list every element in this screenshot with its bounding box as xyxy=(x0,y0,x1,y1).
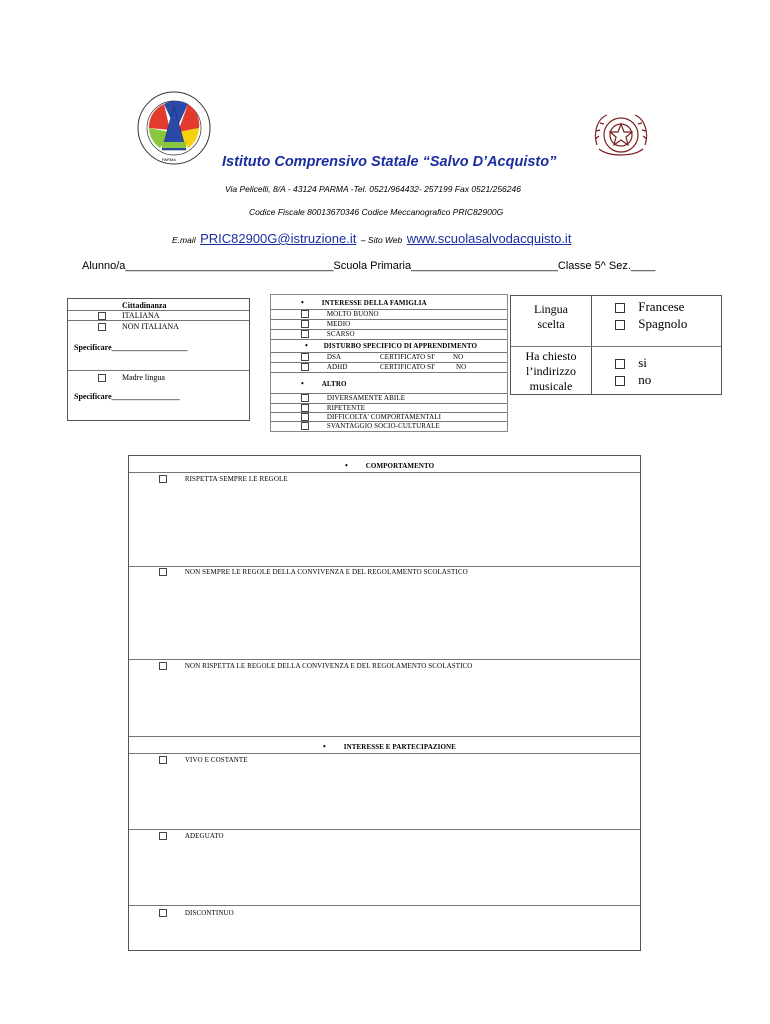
language-label: Lingua scelta xyxy=(534,302,568,331)
citizenship-option-non-italiana[interactable]: NON ITALIANA xyxy=(98,322,179,331)
bullet-icon: • xyxy=(301,379,304,388)
other-option[interactable]: DIFFICOLTA' COMPORTAMENTALI xyxy=(301,413,441,421)
checkbox-icon[interactable] xyxy=(301,363,309,371)
bullet-icon: • xyxy=(345,461,348,470)
citizenship-option-italiana[interactable]: ITALIANA xyxy=(98,311,160,320)
family-interest-option[interactable]: MOLTO BUONO xyxy=(301,310,379,318)
school-codes: Codice Fiscale 80013670346 Codice Meccanografico PRIC82900G xyxy=(249,207,504,217)
family-interest-option[interactable]: SCARSO xyxy=(301,330,355,338)
republic-emblem xyxy=(587,105,655,167)
behaviour-option[interactable]: NON SEMPRE LE REGOLE DELLA CONVIVENZA E DEL REGOLAMENTO SCOLASTICO xyxy=(159,568,468,576)
email-label: E.mail xyxy=(172,235,196,245)
checkbox-icon[interactable] xyxy=(615,320,625,330)
checkbox-icon[interactable] xyxy=(301,310,309,318)
language-option-francese[interactable]: Francese xyxy=(615,299,684,315)
checkbox-icon[interactable] xyxy=(301,353,309,361)
participation-option[interactable]: ADEGUATO xyxy=(159,832,224,840)
citizenship-title: Cittadinanza xyxy=(122,301,167,310)
participation-header: • INTERESSE E PARTECIPAZIONE xyxy=(323,742,456,751)
checkbox-icon[interactable] xyxy=(159,909,167,917)
language-box xyxy=(510,295,722,395)
other-header: • ALTRO xyxy=(301,379,347,388)
music-option-si[interactable]: si xyxy=(615,355,647,371)
adhd-row[interactable]: ADHD CERTIFICATO SI' NO xyxy=(301,363,501,371)
other-option[interactable]: SVANTAGGIO SOCIO-CULTURALE xyxy=(301,422,440,430)
web-link[interactable]: www.scuolasalvodacquisto.it xyxy=(406,231,572,246)
behaviour-option[interactable]: RISPETTA SEMPRE LE REGOLE xyxy=(159,475,288,483)
other-option[interactable]: DIVERSAMENTE ABILE xyxy=(301,394,405,402)
checkbox-icon[interactable] xyxy=(615,359,625,369)
web-label: – Sito Web xyxy=(360,235,403,245)
checkbox-icon[interactable] xyxy=(301,330,309,338)
citizenship-box xyxy=(67,298,250,421)
checkbox-icon[interactable] xyxy=(159,475,167,483)
checkbox-icon[interactable] xyxy=(615,376,625,386)
other-option[interactable]: RIPETENTE xyxy=(301,404,365,412)
checkbox-icon[interactable] xyxy=(98,312,106,320)
behaviour-header: • COMPORTAMENTO xyxy=(345,461,435,470)
checkbox-icon[interactable] xyxy=(159,756,167,764)
student-info-line[interactable]: Alunno/a__________________________________Scuola Primaria________________________Classe 5^ Sez.____ xyxy=(82,260,656,272)
evaluation-table xyxy=(128,455,641,951)
bullet-icon: • xyxy=(305,341,308,350)
mother-tongue-option[interactable]: Madre lingua xyxy=(98,373,165,382)
bullet-icon: • xyxy=(323,742,326,751)
contact-line xyxy=(172,230,571,248)
participation-option[interactable]: DISCONTINUO xyxy=(159,909,234,917)
behaviour-option[interactable]: NON RISPETTA LE REGOLE DELLA CONVIVENZA E DEL REGOLAMENTO SCOLASTICO xyxy=(159,662,472,670)
checkbox-icon[interactable] xyxy=(159,832,167,840)
checkbox-icon[interactable] xyxy=(159,662,167,670)
checkbox-icon[interactable] xyxy=(98,323,106,331)
bullet-icon: • xyxy=(301,298,304,307)
checkbox-icon[interactable] xyxy=(98,374,106,382)
logo-small-caption: PARMA xyxy=(162,157,176,162)
school-name: Istituto Comprensivo Statale “Salvo D’Acquisto” xyxy=(222,154,557,170)
checkbox-icon[interactable] xyxy=(159,568,167,576)
checkbox-icon[interactable] xyxy=(301,422,309,430)
email-link[interactable]: PRIC82900G@istruzione.it xyxy=(200,231,357,246)
family-interest-header: • INTERESSE DELLA FAMIGLIA xyxy=(301,298,427,307)
checkbox-icon[interactable] xyxy=(301,320,309,328)
family-interest-option[interactable]: MEDIO xyxy=(301,320,350,328)
citizenship-specify-field[interactable]: Specificare___________________ xyxy=(74,343,188,352)
language-option-spagnolo[interactable]: Spagnolo xyxy=(615,316,687,332)
dsa-header: • DISTURBO SPECIFICO DI APPRENDIMENTO xyxy=(305,341,478,350)
music-option-no[interactable]: no xyxy=(615,372,651,388)
school-address: Via Pelicelli, 8/A - 43124 PARMA -Tel. 0521/964432- 257199 Fax 0521/256246 xyxy=(225,184,521,194)
dsa-row[interactable]: DSA CERTIFICATO SI' NO xyxy=(301,353,501,361)
checkbox-icon[interactable] xyxy=(615,303,625,313)
participation-option[interactable]: VIVO E COSTANTE xyxy=(159,756,248,764)
music-label: Ha chiesto l’indirizzo musicale xyxy=(525,349,577,393)
mother-tongue-specify-field[interactable]: Specificare_________________ xyxy=(74,392,180,401)
checkbox-icon[interactable] xyxy=(301,394,309,402)
family-box xyxy=(270,294,508,432)
